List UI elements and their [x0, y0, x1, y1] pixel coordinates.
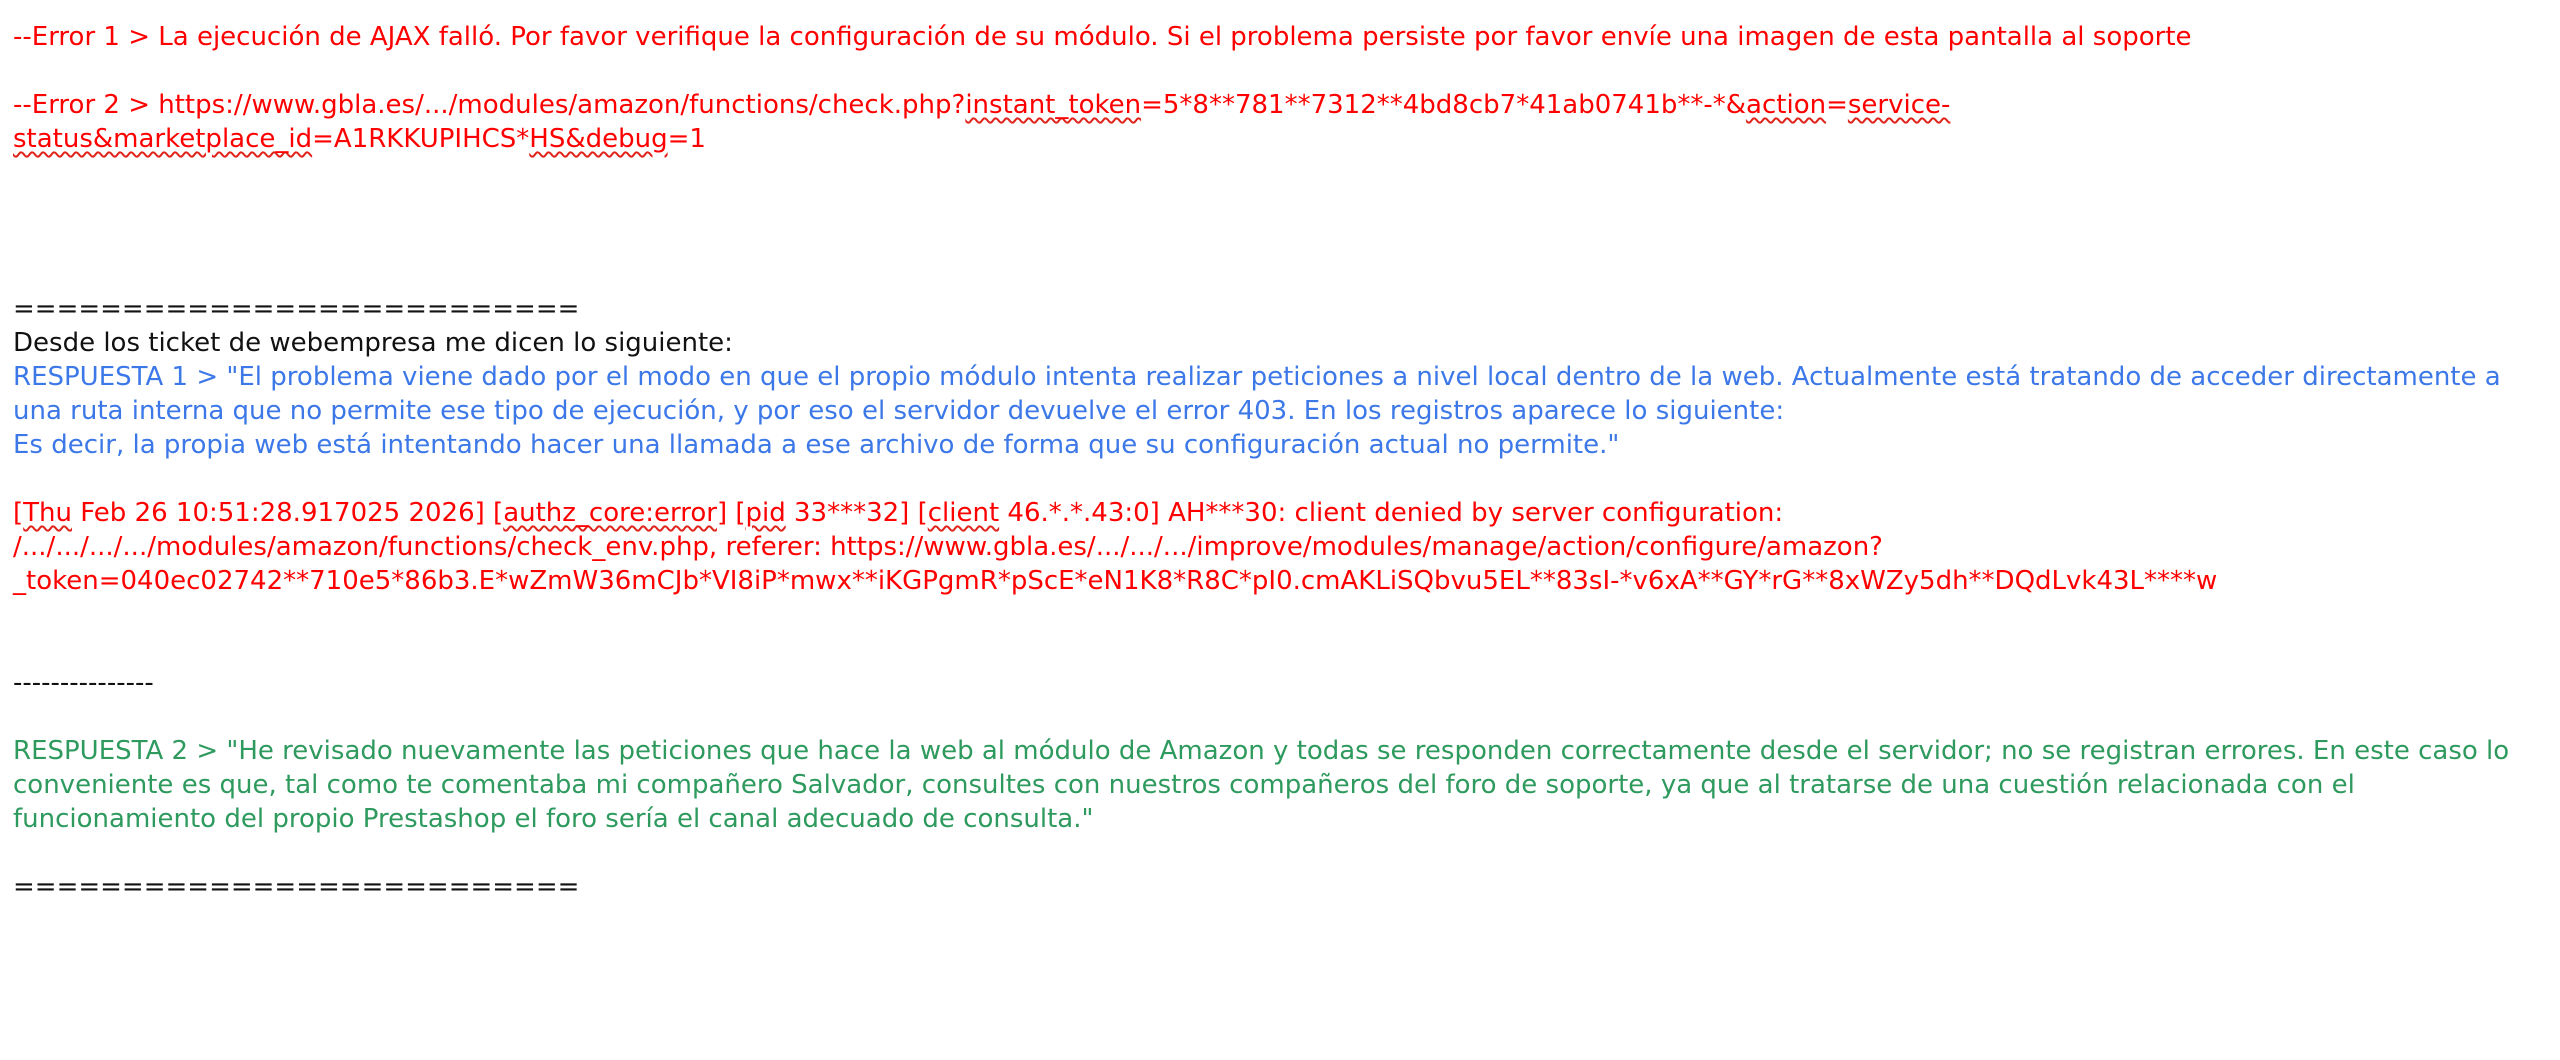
misspelled-word[interactable]: client	[927, 498, 1000, 528]
blank-line	[13, 462, 2553, 496]
log-text: 46.*.*.43:0] AH***30: client denied by server configuration:	[999, 498, 1784, 528]
blank-line	[13, 700, 2553, 734]
misspelled-word[interactable]: service-	[1847, 90, 1951, 120]
error-2-text: =	[1826, 90, 1848, 120]
respuesta-2-line-2: conveniente es que, tal como te comentaba mi compañero Salvador, consultes con nuestros compañeros del foro de soporte, ya que al tratarse de una cuestión relacionada con el	[13, 770, 2355, 800]
log-text: 33***32] [	[785, 498, 928, 528]
log-text: [	[13, 498, 24, 528]
respuesta-2-line-1: RESPUESTA 2 > "He revisado nuevamente las peticiones que hace la web al módulo de Amazon y todas se responden correctamente desde el servidor; no se registran errores. En este caso lo	[13, 736, 2510, 766]
log-line-3: _token=040ec02742**710e5*86b3.E*wZmW36mCJb*VI8iP*mwx**iKGPgmR*pScE*eN1K8*R8C*pI0.cmAKLiSQbvu5EL**83sI-*v6xA**GY*rG**8xWZy5dh**DQdLvk43L****w	[13, 566, 2218, 596]
blank-lines	[13, 598, 2553, 666]
log-text: ] [	[716, 498, 746, 528]
error-2-text: =1	[667, 124, 706, 154]
misspelled-word[interactable]: instant_token	[965, 90, 1142, 120]
respuesta-1-line-3: Es decir, la propia web está intentando hacer una llamada a ese archivo de forma que su configuración actual no permite."	[13, 430, 1620, 460]
blank-line	[13, 836, 2553, 870]
error-2-text: =A1RKKUPIHCS*	[312, 124, 530, 154]
separator-bottom: ==========================	[13, 872, 580, 902]
respuesta-1-line-1: RESPUESTA 1 > "El problema viene dado por el modo en que el propio módulo intenta realizar peticiones a nivel local dentro de la web. Actualmente está tratando de acceder directamente a	[13, 362, 2501, 392]
error-2-line-2	[13, 122, 2553, 156]
misspelled-word[interactable]: Thu	[23, 498, 72, 528]
intro-line: Desde los ticket de webempresa me dicen lo siguiente:	[13, 328, 733, 358]
misspelled-word[interactable]: action	[1746, 90, 1827, 120]
respuesta-1-line-2: una ruta interna que no permite ese tipo de ejecución, y por eso el servidor devuelve el error 403. En los registros aparece lo siguiente:	[13, 396, 1785, 426]
respuesta-2-line-3: funcionamiento del propio Prestashop el foro sería el canal adecuado de consulta."	[13, 804, 1094, 834]
error-1-line: --Error 1 > La ejecución de AJAX falló. Por favor verifique la configuración de su módulo. Si el problema persiste por favor envíe una imagen de esta pantalla al soporte	[13, 22, 2192, 52]
misspelled-word[interactable]: HS&debug	[529, 124, 668, 154]
log-line-2: /.../.../.../.../modules/amazon/functions/check_env.php, referer: https://www.gbla.es/.../.../.../improve/modules/manage/action/configure/amazon?	[13, 532, 1883, 562]
blank-lines	[13, 156, 2553, 292]
misspelled-word[interactable]: status&marketplace_id	[13, 124, 313, 154]
error-2-text: --Error 2 > https://www.gbla.es/.../modules/amazon/functions/check.php?	[13, 90, 966, 120]
log-line-1	[13, 496, 2553, 530]
dash-separator: ---------------	[13, 668, 154, 698]
misspelled-word[interactable]: pid	[745, 498, 786, 528]
error-2-text: =5*8**781**7312**4bd8cb7*41ab0741b**-*&	[1141, 90, 1747, 120]
log-text: Feb 26 10:51:28.917025 2026] [	[72, 498, 504, 528]
blank-line	[13, 54, 2553, 88]
separator-top: ==========================	[13, 294, 580, 324]
misspelled-word[interactable]: authz_core:error	[503, 498, 717, 528]
error-2-line-1	[13, 88, 2553, 122]
